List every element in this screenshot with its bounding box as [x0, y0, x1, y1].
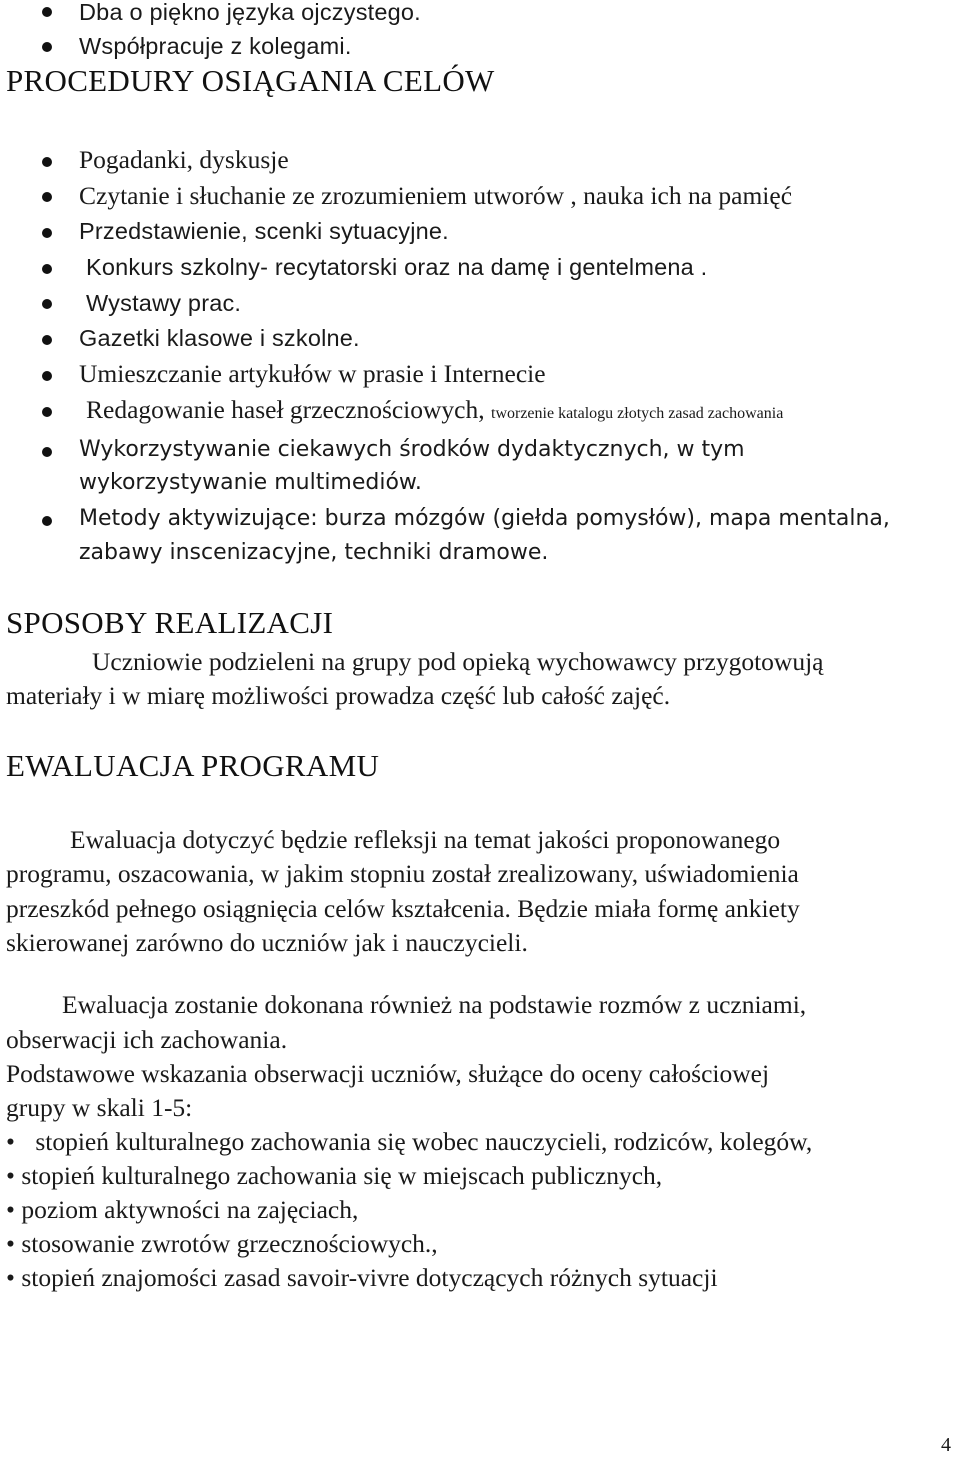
bullet-glyph: • — [6, 1161, 15, 1190]
list-item-note: tworzenie katalogu złotych zasad zachowania — [491, 405, 784, 422]
paragraph-line: programu, oszacowania, w jakim stopniu został zrealizowany, uświadomienia — [6, 859, 799, 888]
paragraph-line: skierowanej zarówno do uczniów jak i nauczycieli. — [6, 928, 528, 957]
evaluation-bullet-item — [6, 1159, 662, 1193]
bullet-text: poziom aktywności na zajęciach, — [21, 1195, 359, 1224]
bullet-icon — [42, 264, 52, 274]
list-item: Dba o piękno języka ojczystego. — [79, 0, 421, 25]
list-item: Pogadanki, dyskusje — [79, 145, 289, 174]
bullet-text: stopień kulturalnego zachowania się w miejscach publicznych, — [21, 1161, 663, 1190]
section-heading-realization: SPOSOBY REALIZACJI — [6, 605, 334, 640]
list-item: Gazetki klasowe i szkolne. — [79, 325, 360, 351]
bullet-icon — [42, 7, 52, 17]
bullet-icon — [42, 157, 52, 167]
paragraph-line: obserwacji ich zachowania. — [6, 1025, 288, 1054]
bullet-icon — [42, 335, 52, 345]
evaluation-bullet-item — [6, 1193, 358, 1227]
bullet-icon — [42, 371, 52, 381]
list-item: Wykorzystywanie ciekawych środków dydaktycznych, w tym — [79, 437, 745, 462]
list-item — [86, 393, 783, 431]
bullet-glyph: • — [6, 1127, 15, 1156]
list-item: Konkurs szkolny- recytatorski oraz na damę i gentelmena . — [86, 254, 708, 280]
bullet-text: stopień kulturalnego zachowania się wobec nauczycieli, rodziców, kolegów, — [35, 1127, 813, 1156]
paragraph-line: materiały i w miarę możliwości prowadza część lub całość zajęć. — [6, 681, 671, 710]
list-item-continuation: wykorzystywanie multimediów. — [79, 470, 422, 495]
section-heading-evaluation: EWALUACJA PROGRAMU — [6, 748, 380, 783]
bullet-icon — [42, 299, 52, 309]
bullet-icon — [42, 407, 52, 417]
bullet-icon — [42, 192, 52, 202]
bullet-glyph: • — [6, 1195, 15, 1224]
bullet-glyph: • — [6, 1229, 15, 1258]
list-item: Przedstawienie, scenki sytuacyjne. — [79, 218, 449, 244]
list-item: Metody aktywizujące: burza mózgów (giełda pomysłów), mapa mentalna, — [79, 506, 890, 531]
bullet-text: stosowanie zwrotów grzecznościowych., — [21, 1229, 438, 1258]
evaluation-bullet-item — [6, 1125, 812, 1159]
paragraph-line: Podstawowe wskazania obserwacji uczniów, służące do oceny całościowej — [6, 1059, 770, 1088]
evaluation-bullet-item — [6, 1227, 438, 1261]
list-item: Umieszczanie artykułów w prasie i Internecie — [79, 359, 546, 388]
bullet-text: stopień znajomości zasad savoir-vivre dotyczących różnych sytuacji — [21, 1263, 718, 1292]
list-item: Współpracuje z kolegami. — [79, 33, 352, 59]
list-item-main: Redagowanie haseł grzecznościowych, — [86, 395, 485, 424]
bullet-icon — [42, 516, 52, 526]
paragraph-line: Uczniowie podzieleni na grupy pod opieką wychowawcy przygotowują — [92, 647, 824, 676]
list-item: Czytanie i słuchanie ze zrozumieniem utworów , nauka ich na pamięć — [79, 181, 793, 210]
paragraph-line: Ewaluacja dotyczyć będzie refleksji na temat jakości proponowanego — [70, 825, 781, 854]
paragraph-line: grupy w skali 1-5: — [6, 1093, 193, 1122]
bullet-icon — [42, 447, 52, 457]
bullet-icon — [42, 228, 52, 238]
list-item: Wystawy prac. — [86, 290, 242, 316]
list-item-continuation: zabawy inscenizacyjne, techniki dramowe. — [79, 540, 549, 565]
bullet-icon — [42, 42, 52, 52]
evaluation-bullet-item — [6, 1261, 718, 1295]
bullet-glyph: • — [6, 1263, 15, 1292]
paragraph-line: Ewaluacja zostanie dokonana również na podstawie rozmów z uczniami, — [62, 990, 807, 1019]
page-number: 4 — [941, 1434, 951, 1456]
paragraph-line: przeszkód pełnego osiągnięcia celów kształcenia. Będzie miała formę ankiety — [6, 894, 800, 923]
section-heading-procedures: PROCEDURY OSIĄGANIA CELÓW — [6, 63, 495, 98]
